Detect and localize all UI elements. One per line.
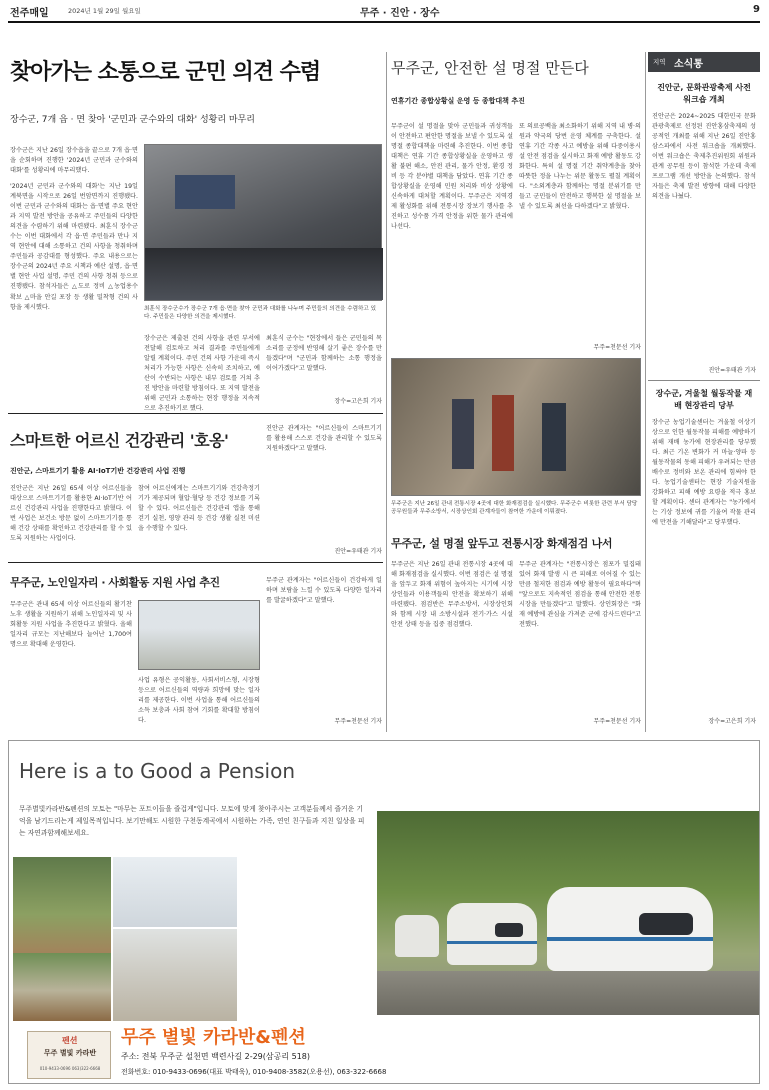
caravan-window xyxy=(639,913,693,935)
byline-dialogue: 장수=고은희 기자 xyxy=(334,398,382,405)
body-seollal-col2: 또 의료공백을 최소화하기 위해 지역 내 병·의원과 약국의 당번 운영 체계를 구축한다. 설 연휴 기간 각종 사고 예방을 위해 다중이용시설 안전 점검을 실시하고 화재 예방 활동도 강화한다. 특히 설 명절 기간 취약계층을 찾아 따뜻한 정을 나누는 위문 활동도 펼칠 계획이다. "소외계층과 함께하는 명절 분위기를 만들고 군민들이 안전하고 행복한 설 명절을 보낼 수 있도록 최선을 다하겠다"고 밝혔다. xyxy=(519,123,641,211)
caravan-window xyxy=(495,923,523,937)
body-market-col1: 무주군은 지난 26일 관내 전통시장 4곳에 대해 화재점검을 실시했다. 이번 점검은 설 명절을 앞두고 화재 위험이 높아지는 시기에 시장 상인들과 이용객들의 안전을 확보하기 위해 마련됐다. 점검반은 무주소방서, 시장상인회와 함께 시장 내 소방시설과 전기·가스 시설 안전 상태 등을 집중 점검했다. xyxy=(391,561,513,629)
sidebar-body-2: 장수군 농업기술센터는 겨울철 이상기상으로 인한 월동작물 피해를 예방하기 위해 재배 농가에 현장관리를 당부했다. 최근 기온 변화가 커 마늘·양파 등 월동작물의 동해 피해가 우려되는 만큼 배수로 정비와 보온 관리에 힘써야 한다. 농업기술센터는 현장 기술지원을 강화하고 피해 예방 요령을 적극 홍보할 계획이다. 센터 관계자는 "농가에서는 기상 정보에 귀를 기울여 작물 관리에 만전을 기해달라"고 당부했다. xyxy=(652,419,756,527)
body-dialogue-col2: 장수군은 제출된 건의 사항을 관련 부서에 전달해 검토하고 처리 결과를 주민들에게 알릴 계획이다. 주민 건의 사항 가운데 즉시 처리가 가능한 사항은 신속히 조치하고, 예산이 수반되는 사항은 내부 검토를 거쳐 추진 방안을 마련할 방침이다. 또 지역 발전을 위해 군민과 소통하는 현장 행정을 지속적으로 추진하기로 했다. xyxy=(144,335,260,413)
byline-health: 진안=우태관 기자 xyxy=(334,548,382,555)
header-rule xyxy=(8,21,760,23)
gravel-ground xyxy=(377,971,759,1015)
headline-market: 무주군, 설 명절 앞두고 전통시장 화재점검 나서 xyxy=(391,537,613,550)
market-photo xyxy=(391,358,641,496)
body-dialogue-col1: '2024년 군민과 군수와의 대화'는 지난 19일 계북면을 시작으로 26일 번암면까지 진행됐다. 이번 군민과 군수와의 대화는 읍·면별 주요 현안과 지역 발전 방안을 공유하고 주민들의 다양한 의견을 수렴하기 위해 마련됐다. 최훈식 장수군수는 이번 대화에서 각 읍·면 주민들과 만나 지역 현안에 대해 소통하고 건의 사항을 청취하며 주민들과 공감대를 형성했다. 주요 내용으로는 장수군의 2024년 주요 시책과 예산 설명, 읍·면별 현안 사업 설명, 주민 건의 사항 청취 등으로 진행됐다. 참석자들은 △도로 정비 △농업용수 확보 △마을 안길 포장 등 생활 밀착형 건의 사항을 제시했다. xyxy=(10,183,138,311)
photo-interior-2 xyxy=(113,929,237,1021)
sidebar-byline-2: 장수=고은희 기자 xyxy=(708,718,756,725)
person-c xyxy=(542,403,566,471)
byline-market: 무주=천문선 기자 xyxy=(593,718,641,725)
sidebar-byline-1: 진안=우태관 기자 xyxy=(708,367,756,374)
person-a xyxy=(452,399,474,469)
audience xyxy=(145,248,383,300)
person-b xyxy=(492,395,514,471)
body-seollal-col1: 무주군이 설 명절을 맞아 군민들과 귀성객들이 안전하고 편안한 명절을 보낼 수 있도록 설 명절 종합대책을 마련해 추진한다. 이번 종합대책은 연휴 기간 종합상황실을 운영하고 생활 불편 해소, 안전 관리, 물가 안정, 환경 정비 등 각 분야별 대책을 담았다. 연휴 기간 종합상황실을 운영해 민원 처리와 비상 상황에 신속하게 대처할 계획이다. 무주군은 지역경제 활성화를 위해 전통시장 장보기 행사를 추진하고 성수품 가격 안정을 위한 물가 관리에 나선다. xyxy=(391,123,513,231)
body-jobs-col2: 사업 유형은 공익활동, 사회서비스형, 시장형 등으로 어르신들의 역량과 희망에 맞는 일자리를 제공한다. 이번 사업을 통해 어르신들의 소득 보충과 사회 참여 기회를 확대할 방침이다. xyxy=(138,677,260,725)
byline-jobs: 무주=천문선 기자 xyxy=(334,718,382,725)
photo-interior-1 xyxy=(113,857,237,927)
screen-banner xyxy=(175,175,235,209)
ad-title: Here is a to Good a Pension xyxy=(19,759,296,783)
sidebar-rule xyxy=(648,380,760,381)
sign-phone: 010-9433-0696 063)322-6668 xyxy=(39,1066,101,1071)
body-health-col1: 진안군은 지난 26일 65세 이상 어르신들을 대상으로 스마트기기를 활용한 AI·IoT기반 어르신 건강관리 사업을 진행한다고 밝혔다. 이번 사업은 보건소 방문 없이 스마트기기를 통해 건강 상태를 확인하고 건강관리를 할 수 있도록 지원하는 사업이다. xyxy=(10,485,132,543)
rule-a1 xyxy=(8,413,383,414)
masthead xyxy=(10,4,760,20)
sign-line1: 펜션 xyxy=(62,1036,78,1045)
sidebar-headline-1: 진안군, 문화관광축제 사전 워크숍 개최 xyxy=(657,83,751,104)
section-title: 무주 · 진안 · 장수 xyxy=(360,8,440,19)
byline-seollal: 무주=천문선 기자 xyxy=(593,344,641,351)
dialogue-photo xyxy=(144,144,382,301)
caption-market: 무주군은 지난 26일 관내 전통시장 4곳에 대한 화재점검을 실시했다. 무주군수 비롯한 관련 부서 담당 공무원들과 무주소방서, 시장상인회 관계자들이 참여한 가운데 이뤄졌다. xyxy=(391,501,638,516)
pension-sign xyxy=(27,1031,111,1079)
body-jobs-col3: 무주군 관계자는 "어르신들이 건강하게 일하며 보람을 느낄 수 있도록 다양한 일자리를 발굴하겠다"고 말했다. xyxy=(266,577,382,605)
subhead-dialogue: 장수군, 7개 읍 · 면 찾아 '군민과 군수와의 대화' 성황리 마무리 xyxy=(10,115,255,125)
caravan-small xyxy=(395,915,439,957)
caravan-medium xyxy=(447,903,537,965)
issue-date: 2024년 1월 29일 월요일 xyxy=(68,7,141,15)
sidebar-label: 지역 xyxy=(653,58,666,66)
ad-box xyxy=(8,740,760,1084)
sidebar-body-1: 진안군은 2024~2025 대한민국 문화관광축제로 선정된 진안홍삼축제의 성공적인 개최를 위해 지난 26일 진안홍삼스파에서 사전 워크숍을 개최했다. 이번 워크숍은 축제추진위원회 위원과 관계 공무원 등이 참석한 가운데 축제 프로그램 개선 방안을 논의했다. 참석자들은 축제 발전 방향에 대해 다양한 의견을 나눴다. xyxy=(652,113,756,201)
body-market-col2: 무주군 관계자는 "전통시장은 점포가 밀집돼 있어 화재 발생 시 큰 피해로 이어질 수 있는 만큼 철저한 점검과 예방 활동이 필요하다"며 "앞으로도 지속적인 점검을 통해 안전한 전통시장을 만들겠다"고 말했다. 상인회장은 "화재 예방에 관심을 가져준 군에 감사드린다"고 전했다. xyxy=(519,561,641,629)
body-health-col2: 참여 어르신에게는 스마트기기와 건강측정기기가 제공되며 혈압·혈당 등 건강 정보를 기록할 수 있다. 어르신들은 건강관리 앱을 통해 걷기 실천, 영양 관리 등 건강 생활 실천 미션을 수행할 수 있다. xyxy=(138,485,260,533)
headline-health: 스마트한 어르신 건강관리 '호옹' xyxy=(10,431,229,450)
sidebar-banner xyxy=(648,52,760,72)
caravan-stripe xyxy=(447,941,537,944)
jobs-photo xyxy=(138,600,260,670)
paper-name: 전주매일 xyxy=(10,8,49,19)
headline-dialogue: 찾아가는 소통으로 군민 의견 수렴 xyxy=(10,60,321,85)
caravan-large xyxy=(547,887,713,971)
headline-seollal: 무주군, 안전한 설 명절 만든다 xyxy=(391,59,589,77)
photo-veranda xyxy=(13,857,111,953)
subhead-seollal: 연휴기간 종합상황실 운영 등 종합대책 추진 xyxy=(391,97,525,105)
ad-description: 무주별빛카라반&펜션의 모토는 "마무는 포트이들을 즐겁게"입니다. 모토에 맞게 찾아주시는 고객분들께서 즐거운 기억을 남기드리는게 제일목적입니다. 보기만해도 시원한 구천동계곡에서 시원하는 가족, 연인 친구들과 지친 일상을 피는 자연과함께해보세요. xyxy=(19,805,365,838)
headline-jobs: 무주군, 노인일자리 · 사회활동 지원 사업 추진 xyxy=(10,576,220,589)
body-jobs-col1: 무주군은 관내 65세 이상 어르신들의 활기찬 노후 생활을 지원하기 위해 노인일자리 및 사회활동 지원 사업을 추진한다고 밝혔다. 올해 일자리 규모는 지난해보다 늘어난 1,700여 명으로 확대해 운영한다. xyxy=(10,601,132,649)
caption-dialogue: 최훈식 장수군수가 장수군 7개 읍·면을 찾아 군민과 대화를 나누며 주민들의 의견을 수렴하고 있다. 주민들은 다양한 의견을 제시했다. xyxy=(144,306,377,321)
caravan-stripe xyxy=(547,937,713,941)
lead-dialogue: 장수군은 지난 26일 장수읍을 끝으로 7개 읍·면을 순회하며 진행한 '2024년 군민과 군수와의 대화'를 성황리에 마무리했다. xyxy=(10,147,138,175)
ad-brand: 무주 별빛 카라반&펜션 xyxy=(121,1027,306,1048)
ad-address: 주소: 전북 무주군 설천면 백련사길 2-29(삼공리 518) xyxy=(121,1052,310,1061)
rule-a3 xyxy=(8,562,383,563)
sign-line2: 무주 별빛 카라반 xyxy=(43,1049,97,1057)
sidebar-headline-2: 장수군, 겨울철 월동작물 재배 현장관리 당부 xyxy=(655,389,753,410)
subhead-health: 진안군, 스마트기기 활용 AI·IoT기반 건강관리 사업 진행 xyxy=(10,467,186,475)
page-number: 9 xyxy=(753,4,760,15)
photo-deck xyxy=(13,953,111,1021)
col-divider-right xyxy=(645,52,646,732)
body-dialogue-col3: 최훈식 군수는 "현장에서 들은 군민들의 목소리를 군정에 반영해 살기 좋은 장수를 만들겠다"며 "군민과 함께하는 소통 행정을 이어가겠다"고 말했다. xyxy=(266,335,382,373)
body-health-col3: 진안군 관계자는 "어르신들이 스마트기기를 활용해 스스로 건강을 관리할 수 있도록 지원하겠다"고 말했다. xyxy=(266,425,382,453)
caravan-photo xyxy=(377,811,759,1015)
sidebar-title: 소식통 xyxy=(674,59,703,70)
ad-phone: 전화번호: 010-9433-0696(대표 박태욱), 010-9408-3582(오용선), 063-322-6668 xyxy=(121,1068,387,1076)
col-divider-mid xyxy=(386,52,387,732)
